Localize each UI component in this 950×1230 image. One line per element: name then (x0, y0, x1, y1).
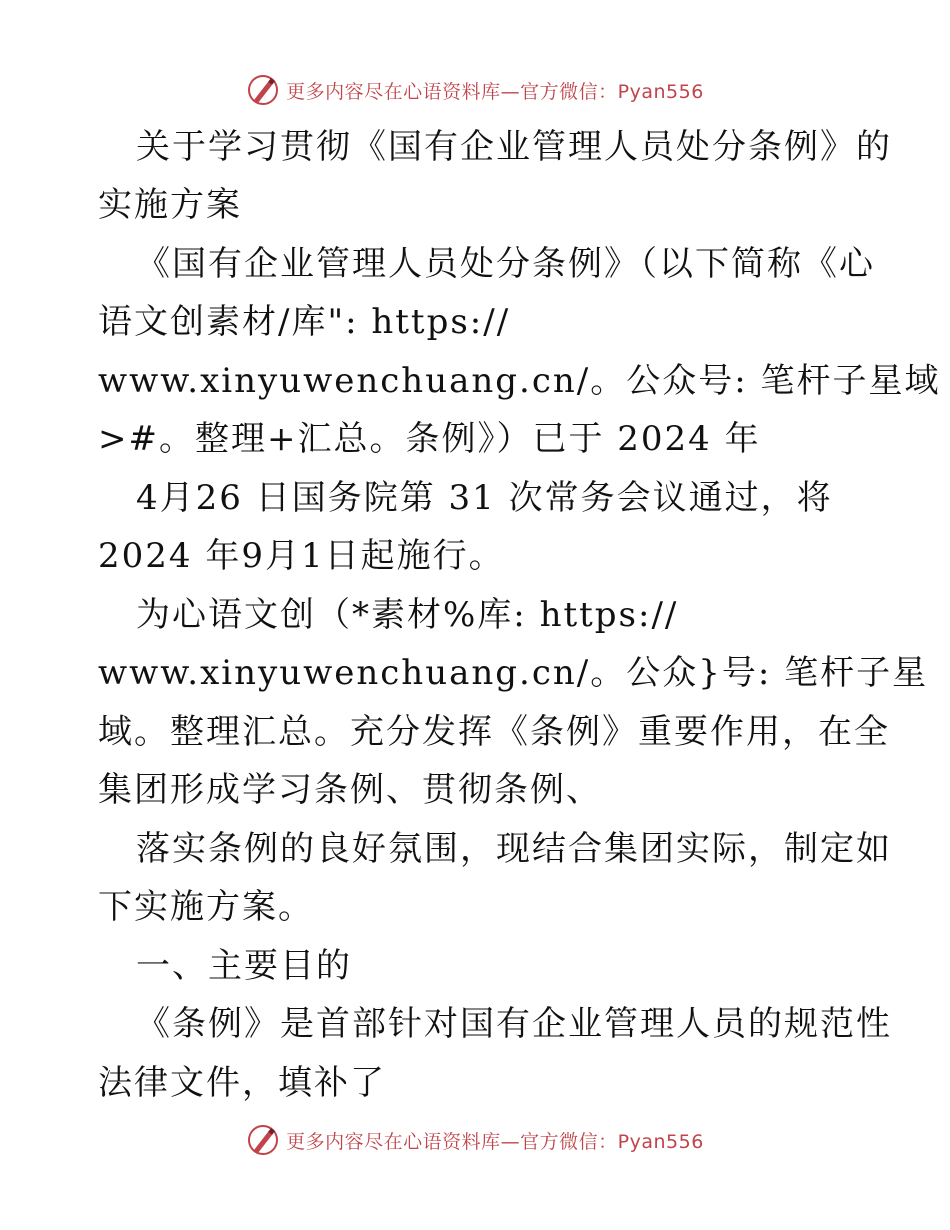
title-line-2: 实施方案 (98, 185, 242, 225)
header-watermark (0, 70, 950, 110)
body-line: 集团形成学习条例、贯彻条例、 (98, 770, 602, 810)
body-line: 域。整理汇总。充分发挥《条例》重要作用，在全 (98, 712, 890, 752)
body-line: 《国有企业管理人员处分条例》（以下简称《心 (136, 244, 875, 284)
section-heading: 一、主要目的 (136, 946, 352, 986)
watermark-text: 更多内容尽在心语资料库—官方微信：Pyan556 (286, 80, 704, 103)
footer-watermark (0, 1120, 950, 1160)
body-line: www.xinyuwenchuang.cn/。公众号: 笔杆子星域 (98, 361, 941, 401)
body-line: 下实施方案。 (98, 887, 314, 927)
body-line: 4月26 日国务院第 31 次常务会议通过，将 (136, 478, 833, 518)
body-line: 《条例》是首部针对国有企业管理人员的规范性 (136, 1004, 892, 1044)
watermark-text: 更多内容尽在心语资料库—官方微信：Pyan556 (286, 1130, 704, 1153)
body-line: 法律文件，填补了 (98, 1063, 386, 1103)
body-line: 落实条例的良好氛围，现结合集团实际，制定如 (136, 829, 892, 869)
body-line: 语文创素材/库": https:// (98, 302, 511, 342)
body-line: 2024 年9月1日起施行。 (98, 536, 505, 576)
title-line-1: 关于学习贯彻《国有企业管理人员处分条例》的 (136, 127, 892, 167)
body-line: 为心语文创（*素材%库: https:// (136, 595, 679, 635)
body-line: www.xinyuwenchuang.cn/。公众}号: 笔杆子星 (98, 653, 929, 693)
body-line: >#。整理+汇总。条例》）已于 2024 年 (98, 419, 761, 459)
pen-logo-icon (246, 73, 280, 107)
pen-logo-icon (246, 1123, 280, 1157)
